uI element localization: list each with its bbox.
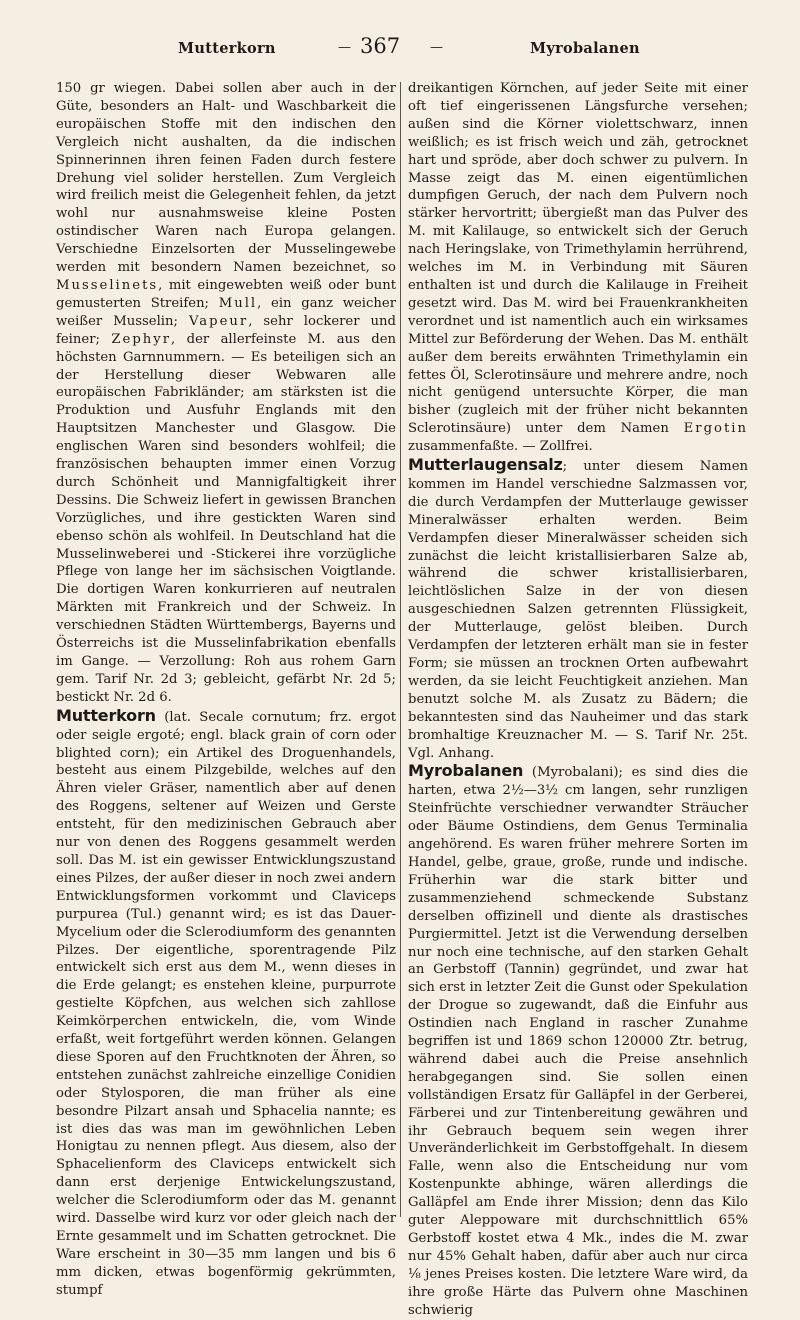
- text-run: (lat. Secale cornutum; frz. ergot oder seigle ergoté; engl. black grain of corn oder blighted corn); ein Artikel des Droguenhandels, besteht aus einem Pilzgebilde, welches auf den Ähren vieler Gräser, namentlich aber auf denen des Roggens, seltener auf Weizen und Gerste entsteht, für den medizinischen Gebrauch aber nur von denen des Roggens gesammelt werden soll. Das M. ist ein gewisser Entwicklungszustand eines Pilzes, der außer dieser in noch zwei andern Entwicklungsformen vorkommt und Claviceps purpurea (Tul.) genannt wird; es ist das Dauer-Mycelium oder die Sclerodiumform des genannten Pilzes. Der eigentliche, sporentragende Pilz entwickelt sich erst aus dem M., wenn dieses in die Erde gelangt; es enstehen kleine, purpurrote gestielte Köpfchen, aus welchen sich zahllose Keimkörperchen entwickeln, die, vom Winde erfaßt, weit fortgeführt werden können. Gelangen diese Sporen auf den Fruchtknoten der Ähren, so entstehen zunächst zahlreiche einzellige Conidien oder Stylosporen, die man früher als eine besondre Pilzart ansah und Sphacelia nannte; es ist dies das was man im gewöhnlichen Leben Honigtau zu nennen pflegt. Aus diesem, also der Sphacelienform des Claviceps entwickelt sich dann erst derjenige Entwickelungszustand, welcher die Sclerodiumform oder das M. genannt wird. Dasselbe wird kurz vor oder gleich nach der Ernte gesammelt und im Schatten getrocknet. Die Ware erscheint in 30—35 mm langen und bis 6 mm dicken, etwas bogenförmig gekrümmten, stumpf: [56, 709, 396, 1298]
- left-column: [56, 80, 396, 1300]
- spaced-term: Vapeur: [188, 313, 249, 329]
- entry-keyword: Mutterlaugensalz: [408, 455, 563, 475]
- spaced-term: Ergotin: [683, 421, 748, 437]
- entry-keyword: Myrobalanen: [408, 761, 524, 781]
- text-run: zusammenfaßte. — Zollfrei.: [408, 439, 593, 455]
- running-header: [0, 34, 800, 64]
- entry-myrobalanen: [408, 762, 748, 1319]
- spaced-term: Zephyr: [111, 331, 172, 347]
- spaced-term: Mull: [218, 295, 258, 311]
- entry-keyword: Mutterkorn: [56, 705, 156, 725]
- text-run: ; unter diesem Namen kommen im Handel verschiedne Salzmassen vor, die durch Verdampfen der Mutterlauge gewisser Mineralwässer erhalten werden. Beim Verdampfen dieser Mineralwässer scheiden sich zunächst die leicht kristallisierbaren Salze ab, während die schwer kristallisierbaren, leichtlöslichen Salze in der von diesen ausgeschiednen Salzen getrennten Flüssigkeit, der Mutterlauge, gelöst bleiben. Durch Verdampfen der letzteren erhält man sie in fester Form; sie müssen an trocknen Orten aufbewahrt werden, da sie leicht Feuchtigkeit anziehen. Man benutzt solche M. als Zusatz zu Bädern; die bekanntesten sind das Nauheimer und das stark bromhaltige Kreuznacher M. — S. Tarif Nr. 25t. Vgl. Anhang.: [408, 459, 748, 761]
- header-right-keyword: Myrobalanen: [530, 40, 640, 57]
- text-run: , der allerfeinste M. aus den höchsten Garnnummern. — Es beteiligen sich an der Herstellung dieser Webwaren alle europäischen Fabrikländer; am stärksten ist die Produktion und Ausfuhr Englands mit den Hauptsitzen Manchester und Glasgow. Die englischen Waren sind besonders wohlfeil; die französischen behaupten immer einen Vorzug durch Schönheit und Mannigfaltigkeit ihrer Dessins. Die Schweiz liefert in gewissen Branchen Vorzügliches, und ihre gestickten Waren sind ebenso schön als wohlfeil. In Deutschland hat die Musselinweberei und -Stickerei ihre vorzügliche Pflege von lange her im sächsischen Voigtlande. Die dortigen Waren konkurrieren auf neutralen Märkten mit Frankreich und der Schweiz. In verschiednen Städten Württembergs, Bayerns und Österreichs ist die Musselinfabrikation ebenfalls im Gange. — Verzollung: Roh aus rohem Garn gem. Tarif Nr. 2d 3; gebleicht, gefärbt Nr. 2d 5; bestickt Nr. 2d 6.: [56, 331, 397, 705]
- entry-mutterlaugensalz: [408, 456, 748, 762]
- text-run: , ein ganz weicher weißer Musselin;: [56, 295, 396, 329]
- entry-mutterkorn: [56, 707, 396, 1300]
- paragraph-musselin: [56, 80, 396, 707]
- text-run: dreikantigen Körnchen, auf jeder Seite mit einer oft tief eingerissenen Längsfurche versehen; außen sind die Körner violettschwarz, innen weißlich; es ist frisch weich und zäh, getrocknet hart und spröde, aber doch schwer zu pulvern. In Masse zeigt das M. einen eigentümlichen dumpfigen Geruch, der nach dem Pulvern noch stärker hervortritt; übergießt man das Pulver des M. mit Kalilauge, so entwickelt sich der Geruch nach Heringslake, von Trimethylamin herrührend, welches im M. in Verbindung mit Säuren enthalten ist und durch die Kalilauge in Freiheit gesetzt wird. Das M. wird bei Frauenkrankheiten verordnet und ist namentlich auch ein wirksames Mittel zur Beförderung der Wehen. Das M. enthält außer dem bereits erwähnten Trimethylamin ein fettes Öl, Sclerotinsäure und mehrere andre, noch nicht genügend untersuchte Körper, die man bisher (zugleich mit der früher nicht bekannten Sclerotinsäure) unter dem Namen: [408, 81, 748, 437]
- text-run: (Myrobalani); es sind dies die harten, etwa 2½—3½ cm langen, sehr runzligen Steinfrüchte verschiedner verwandter Sträucher oder Bäume Ostindiens, dem Genus Terminalia angehörend. Es waren früher mehrere Sorten im Handel, gelbe, graue, große, runde und indische. Früherhin war die stark bitter und zusammenziehend schmeckende Substanz derselben offizinell und diente als drastisches Purgiermittel. Jetzt ist die Verwendung derselben nur noch eine technische, auf den starken Gehalt an Gerbstoff (Tannin) gegründet, und zwar hat sich erst in letzter Zeit die Gunst oder Spekulation der Drogue so zugewandt, daß die Einfuhr aus Ostindien nach England in rascher Zunahme begriffen ist und 1869 schon 120000 Ztr. betrug, während dabei auch die Preise ansehnlich herabgegangen sind. Sie sollen einen vollständigen Ersatz für Galläpfel in der Gerberei, Färberei und zur Tintenbereitung gewähren und ihr Gebrauch bequem sein wegen ihrer Unveränderlichkeit im Gerbstoffgehalt. In diesem Falle, wenn also die Entscheidung nur vom Kostenpunkte abhinge, wären allerdings die Galläpfel am Ende ihrer Mission; denn das Kilo guter Aleppoware mit durchschnittlich 65% Gerbstoff kostet etwa 4 Mk., indes die M. zwar nur 45% Gehalt haben, dafür aber auch nur circa ⅛ jenes Preises kosten. Die letztere Ware wird, da ihre große Härte das Pulvern ohne Maschinen schwierig: [408, 765, 748, 1318]
- spaced-term: Musselinets: [56, 277, 159, 293]
- text-run: , mit eingewebten weiß oder bunt gemusterten Streifen;: [56, 277, 396, 311]
- column-divider: [400, 82, 401, 1217]
- right-column: [408, 80, 748, 1320]
- text-run: 150 gr wiegen. Dabei sollen aber auch in der Güte, besonders an Halt- und Waschbarkeit die europäischen Stoffe mit den indischen den Vergleich nicht aushalten, da die indischen Spinnerinnen ihren feinen Faden durch festere Drehung viel solider herstellen. Zum Vergleich wird freilich meist die Gelegenheit fehlen, da jetzt wohl nur ausnahmsweise kleine Posten ostindischer Waren nach Europa gelangen. Verschiedne Einzelsorten der Musselingewebe werden mit besondern Namen bezeichnet, so: [56, 81, 396, 276]
- header-left-keyword: Mutterkorn: [178, 40, 276, 57]
- paragraph-mutterkorn-cont: [408, 80, 748, 456]
- page-number: 367: [360, 34, 401, 58]
- header-dash-right: —: [430, 40, 443, 55]
- text-run: , sehr lockerer und feiner;: [56, 313, 396, 347]
- header-dash-left: —: [338, 40, 351, 55]
